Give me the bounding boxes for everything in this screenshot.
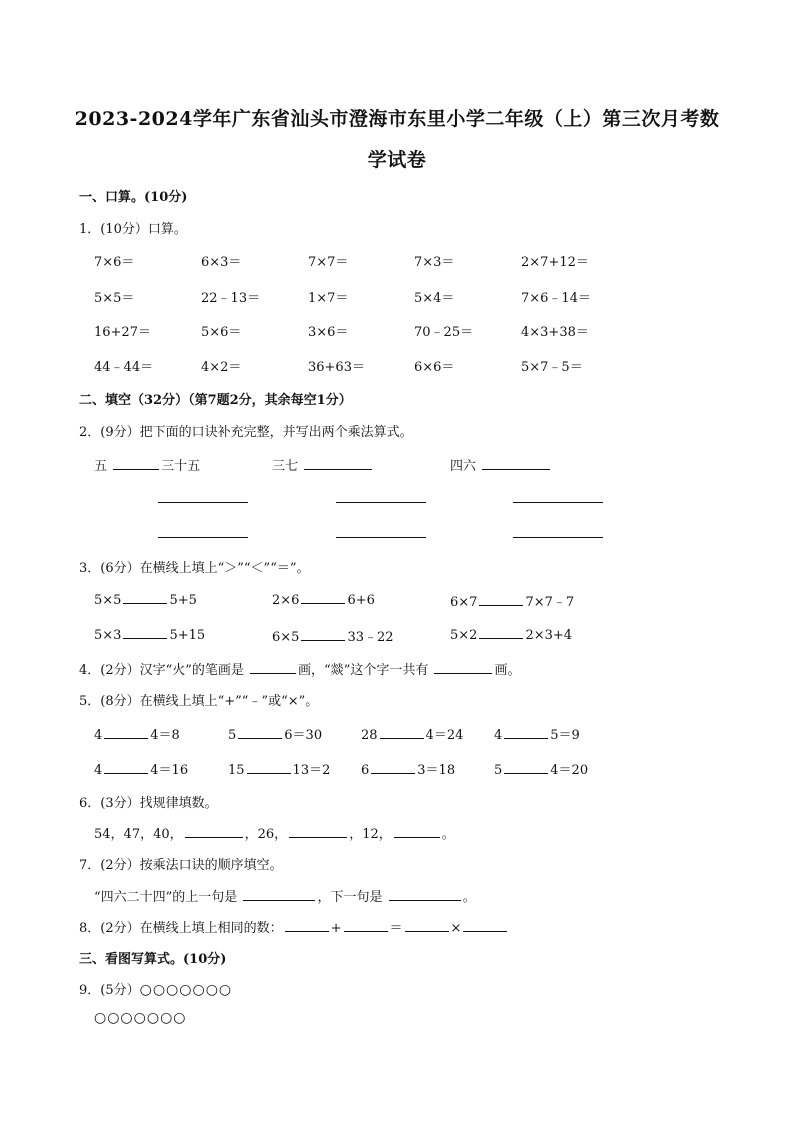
oral-calc-item: 5×4＝ (414, 291, 455, 306)
question-4 (79, 659, 521, 678)
compare-right: 6+6 (347, 593, 375, 608)
compare-left: 5×3 (94, 628, 122, 643)
q8-equals: ＝ (389, 921, 403, 936)
question-3-text: 3．(6分）在横线上填上“＞”“＜”“＝”。 (79, 561, 310, 576)
operator-item (494, 724, 580, 743)
q2-item-3 (450, 455, 552, 474)
compare-item (272, 626, 394, 645)
q4-blank-1[interactable] (250, 661, 296, 674)
q2-item-1 (94, 455, 200, 474)
q7-line (94, 886, 476, 905)
operator-right: 4＝20 (550, 763, 589, 778)
compare-right: 5+5 (169, 593, 197, 608)
oral-calc-item: 22﹣13＝ (201, 291, 261, 306)
oral-calc-item: 4×2＝ (201, 360, 242, 375)
operator-left: 6 (361, 763, 370, 778)
operator-right: 5＝9 (550, 728, 580, 743)
q6-seq-b: ，26， (244, 827, 288, 842)
q8-text: 8．(2分）在横线上填上相同的数： (79, 921, 283, 936)
exam-title-line-1: 2023-2024学年广东省汕头市澄海市东里小学二年级（上）第三次月考数 (74, 108, 720, 130)
q6-seq-a: 54，47，40， (94, 827, 183, 842)
q2-answer-line[interactable] (513, 502, 603, 503)
operator-item (94, 759, 188, 778)
operator-item (228, 759, 330, 778)
compare-right: 7×7﹣7 (525, 595, 575, 610)
operator-right: 3＝18 (417, 763, 456, 778)
q8-blank-1[interactable] (285, 919, 329, 932)
operator-blank[interactable] (104, 761, 148, 774)
q7-blank-1[interactable] (243, 888, 315, 901)
operator-left: 4 (494, 728, 503, 743)
operator-blank[interactable] (104, 726, 148, 739)
question-6-text: 6．(3分）找规律填数。 (79, 796, 218, 811)
compare-blank[interactable] (123, 626, 167, 639)
q6-sequence (94, 823, 455, 842)
q2-item-3-blank[interactable] (482, 457, 550, 470)
question-8 (79, 917, 509, 936)
oral-calc-item: 7×6﹣14＝ (521, 291, 591, 306)
operator-right: 13＝2 (292, 763, 331, 778)
operator-left: 4 (94, 728, 103, 743)
compare-left: 6×5 (272, 630, 300, 645)
compare-right: 5+15 (169, 628, 206, 643)
question-2-text: 2．(9分）把下面的口诀补充完整，并写出两个乘法算式。 (79, 425, 413, 440)
q8-blank-4[interactable] (463, 919, 507, 932)
compare-item (272, 591, 375, 608)
question-1-text: 1．(10分）口算。 (79, 222, 187, 237)
circle-row-2: ○○○○○○○ (94, 1010, 187, 1026)
compare-right: 33﹣22 (347, 630, 394, 645)
q8-plus: + (330, 921, 342, 936)
compare-left: 5×5 (94, 593, 122, 608)
q6-seq-c: ，12， (349, 827, 392, 842)
oral-calc-item: 4×3+38＝ (521, 325, 589, 340)
compare-item (450, 626, 572, 643)
oral-calc-item: 5×6＝ (201, 325, 242, 340)
q2-item-1-blank[interactable] (113, 457, 159, 470)
q2-item-3-pre: 四六 (450, 459, 477, 474)
q8-blank-3[interactable] (405, 919, 449, 932)
operator-right: 4＝16 (150, 763, 189, 778)
oral-calc-item: 5×7﹣5＝ (521, 360, 583, 375)
q2-answer-line[interactable] (336, 537, 426, 538)
oral-calc-item: 3×6＝ (308, 325, 349, 340)
compare-blank[interactable] (123, 591, 167, 604)
compare-blank[interactable] (479, 626, 523, 639)
compare-left: 5×2 (450, 628, 478, 643)
operator-right: 4＝8 (150, 728, 180, 743)
q4-text-b: 画，“燚”这个字一共有 (298, 663, 429, 678)
oral-calc-item: 16+27＝ (94, 325, 151, 340)
oral-calc-item: 6×3＝ (201, 255, 242, 270)
oral-calc-item: 44﹣44＝ (94, 360, 154, 375)
q2-item-2-pre: 三七 (272, 459, 299, 474)
question-9-text: 9．(5分） (79, 983, 140, 998)
q2-answer-line[interactable] (336, 502, 426, 503)
oral-calc-item: 7×3＝ (414, 255, 455, 270)
q4-blank-2[interactable] (434, 661, 492, 674)
q7-blank-2[interactable] (389, 888, 461, 901)
q2-item-2 (272, 455, 374, 474)
q8-blank-2[interactable] (344, 919, 388, 932)
compare-item (94, 591, 197, 608)
operator-left: 4 (94, 763, 103, 778)
oral-calc-item: 2×7+12＝ (521, 255, 589, 270)
q6-blank-3[interactable] (394, 825, 440, 838)
oral-calc-item: 7×6＝ (94, 255, 135, 270)
q2-item-1-post: 三十五 (161, 459, 201, 474)
compare-left: 6×7 (450, 595, 478, 610)
operator-item (361, 724, 463, 743)
exam-title-line-2: 学试卷 (367, 149, 427, 171)
q2-answer-line[interactable] (513, 537, 603, 538)
section-1-heading: 一、口算。(10分) (79, 190, 188, 205)
compare-right: 2×3+4 (525, 628, 573, 643)
compare-left: 2×6 (272, 593, 300, 608)
q7-text-b: ，下一句是 (317, 890, 383, 905)
operator-blank[interactable] (380, 726, 424, 739)
compare-item (450, 591, 574, 610)
compare-blank[interactable] (479, 593, 523, 606)
compare-item (94, 626, 205, 643)
q2-item-2-blank[interactable] (304, 457, 372, 470)
q4-text-c: 画。 (494, 663, 521, 678)
question-9 (79, 979, 232, 998)
q7-text-a: “四六二十四”的上一句是 (94, 890, 238, 905)
oral-calc-item: 6×6＝ (414, 360, 455, 375)
operator-right: 6＝30 (284, 728, 323, 743)
oral-calc-item: 7×7＝ (308, 255, 349, 270)
operator-left: 15 (228, 763, 245, 778)
oral-calc-item: 70﹣25＝ (414, 325, 474, 340)
q6-blank-2[interactable] (289, 825, 347, 838)
q2-item-1-pre: 五 (94, 459, 108, 474)
operator-blank[interactable] (371, 761, 415, 774)
operator-blank[interactable] (247, 761, 291, 774)
compare-blank[interactable] (301, 591, 345, 604)
q2-answer-line[interactable] (158, 502, 248, 503)
oral-calc-item: 5×5＝ (94, 291, 135, 306)
operator-item (361, 759, 455, 778)
operator-item (94, 724, 180, 743)
section-3-heading: 三、看图写算式。(10分) (79, 952, 227, 967)
operator-item (494, 759, 588, 778)
q4-text-a: 4．(2分）汉字“火”的笔画是 (79, 663, 244, 678)
section-2-heading: 二、填空（32分）（第7题2分，其余每空1分） (79, 393, 352, 408)
q8-times: × (450, 921, 462, 936)
operator-left: 28 (361, 728, 378, 743)
operator-blank[interactable] (238, 726, 282, 739)
question-7-text: 7．(2分）按乘法口诀的顺序填空。 (79, 858, 283, 873)
q2-answer-line[interactable] (158, 537, 248, 538)
q6-seq-d: 。 (441, 827, 455, 842)
oral-calc-item: 1×7＝ (308, 291, 349, 306)
operator-left: 5 (494, 763, 503, 778)
q6-blank-1[interactable] (185, 825, 243, 838)
circle-row-1: ○○○○○○○ (139, 982, 233, 998)
oral-calc-item: 36+63＝ (308, 360, 365, 375)
q7-text-c: 。 (462, 890, 476, 905)
question-5-text: 5．(8分）在横线上填上“+”“﹣”或“×”。 (79, 694, 319, 709)
operator-left: 5 (228, 728, 237, 743)
compare-blank[interactable] (301, 628, 345, 641)
operator-item (228, 724, 322, 743)
operator-right: 4＝24 (425, 728, 464, 743)
operator-blank[interactable] (504, 761, 548, 774)
operator-blank[interactable] (504, 726, 548, 739)
